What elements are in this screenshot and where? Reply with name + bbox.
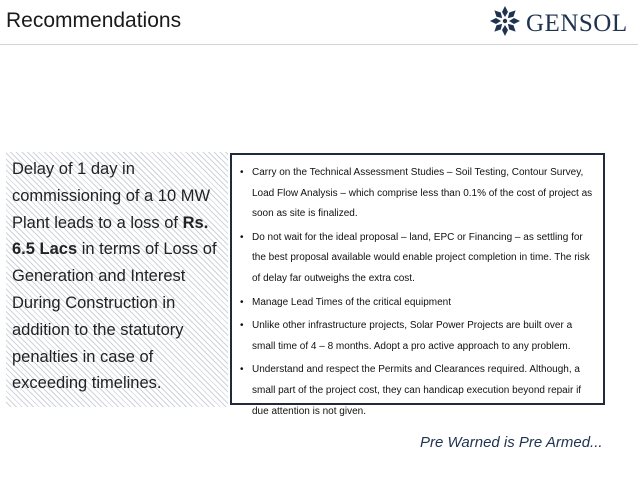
bullet-marker: • (240, 167, 244, 178)
list-item (240, 228, 597, 290)
slide-header (0, 0, 638, 44)
list-item-text: Do not wait for the ideal proposal – land, EPC or Financing – as settling for the best proposal available would enable project completion in time. The risk of delay far outweighs the extra cost. (252, 231, 590, 284)
header-divider (0, 44, 638, 45)
bullet-marker: • (240, 320, 244, 332)
snowflake-icon (488, 4, 522, 38)
bullet-marker: • (240, 296, 244, 308)
gensol-logo (488, 4, 638, 40)
bullet-marker: • (240, 364, 244, 376)
list-item (240, 163, 597, 225)
list-item-text: Manage Lead Times of the critical equipment (252, 296, 451, 308)
list-item (240, 293, 597, 314)
impact-text-lead: Delay of 1 day in commissioning of a 10 MW Plant leads to a loss of (12, 160, 211, 232)
impact-loss-amount: Rs. 6.5 Lacs (12, 213, 209, 259)
recommendations-box (230, 153, 605, 417)
bullet-marker: • (240, 231, 244, 243)
list-item-text: Unlike other infrastructure projects, Solar Power Projects are built over a small time of 4 – 8 months. Adopt a pro active approach to any problem. (252, 320, 573, 352)
impact-callout (6, 152, 228, 407)
logo-wordmark: GENSOL (526, 10, 628, 37)
list-item (240, 316, 597, 357)
recommendations-list (232, 155, 603, 422)
list-item-text: Carry on the Technical Assessment Studies – Soil Testing, Contour Survey, Load Flow Analysis – which comprise less than 0.1% of the cost of project as soon as site is finalized. (252, 167, 593, 220)
impact-text (12, 156, 226, 397)
impact-text-tail: in terms of Loss of Generation and Interest During Construction in addition to the statutory penalties in case of exceeding timelines. (12, 240, 217, 393)
list-item (240, 360, 597, 422)
slide-title: Recommendations (6, 9, 182, 32)
list-item-text: Understand and respect the Permits and Clearances required. Although, a small part of the project cost, they can handicap execution beyond repair if due attention is not given. (252, 364, 582, 417)
footer-tagline: Pre Warned is Pre Armed... (420, 434, 603, 451)
